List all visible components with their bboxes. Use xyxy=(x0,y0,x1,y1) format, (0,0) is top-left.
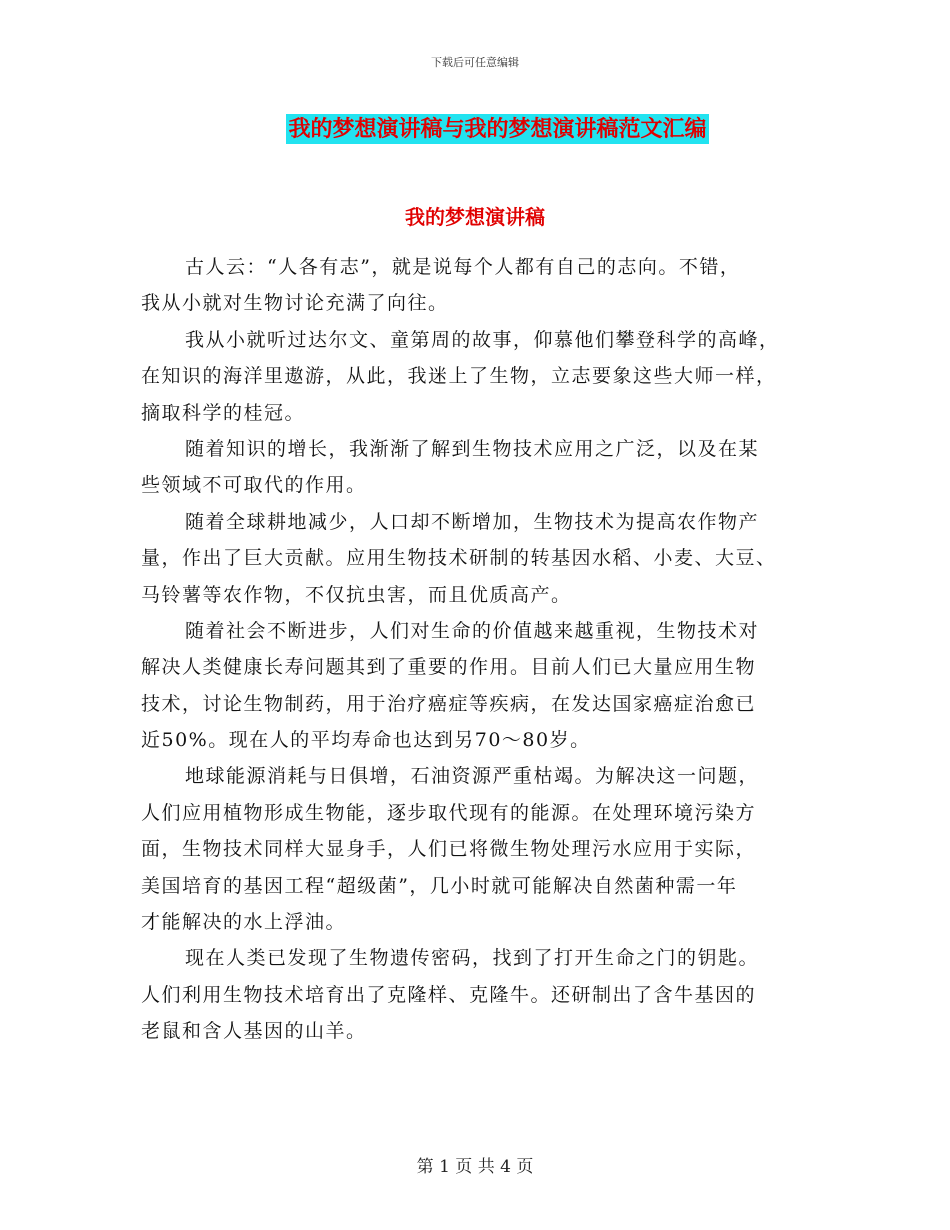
paragraph-line: 技术，讨论生物制药，用于治疗癌症等疾病，在发达国家癌症治愈已 xyxy=(141,692,757,715)
section-title: 我的梦想演讲稿 xyxy=(405,205,545,229)
paragraph-line: 解决人类健康长寿问题其到了重要的作用。目前人们已大量应用生物 xyxy=(141,656,757,679)
paragraph-line: 现在人类已发现了生物遗传密码，找到了打开生命之门的钥匙。 xyxy=(185,947,760,970)
paragraph-line: 美国培育的基因工程“超级菌”，几小时就可能解决自然菌种需一年 xyxy=(141,874,738,897)
paragraph-line: 人们利用生物技术培育出了克隆样、克隆牛。还研制出了含牛基因的 xyxy=(141,983,757,1006)
paragraph-line: 随着知识的增长，我渐渐了解到生物技术应用之广泛，以及在某 xyxy=(185,437,760,460)
paragraph-line: 古人云：“人各有志”，就是说每个人都有自己的志向。不错， xyxy=(185,256,741,278)
paragraph-line: 我从小就对生物讨论充满了向往。 xyxy=(141,292,449,315)
paragraph-line: 摘取科学的桂冠。 xyxy=(141,401,306,424)
paragraph xyxy=(141,249,809,322)
document-title: 我的梦想演讲稿与我的梦想演讲稿范文汇编 xyxy=(288,116,707,142)
paragraph-line: 量，作出了巨大贡献。应用生物技术研制的转基因水稻、小麦、大豆、 xyxy=(141,547,777,570)
document-body xyxy=(141,249,809,1050)
paragraph-line: 近50%。现在人的平均寿命也达到另70～80岁。 xyxy=(141,729,591,752)
paragraph-line: 地球能源消耗与日俱增，石油资源严重枯竭。为解决这一问题， xyxy=(185,765,760,788)
paragraph-line: 面，生物技术同样大显身手，人们已将微生物处理污水应用于实际， xyxy=(141,838,757,861)
page-header: 下载后可任意编辑 xyxy=(431,56,519,69)
paragraph-line: 马铃薯等农作物，不仅抗虫害，而且优质高产。 xyxy=(141,583,572,606)
document-title-container xyxy=(0,114,950,144)
paragraph xyxy=(141,613,809,759)
paragraph-line: 老鼠和含人基因的山羊。 xyxy=(141,1020,367,1043)
paragraph xyxy=(141,322,809,431)
paragraph-line: 才能解决的水上浮油。 xyxy=(141,911,347,934)
paragraph xyxy=(141,504,809,613)
paragraph-line: 人们应用植物形成生物能，逐步取代现有的能源。在处理环境污染方 xyxy=(141,801,757,824)
paragraph-line: 随着社会不断进步，人们对生命的价值越来越重视，生物技术对 xyxy=(185,619,760,642)
paragraph-line: 我从小就听过达尔文、童第周的故事，仰慕他们攀登科学的高峰， xyxy=(185,328,780,351)
paragraph xyxy=(141,758,809,940)
paragraph xyxy=(141,431,809,504)
paragraph-line: 随着全球耕地减少，人口却不断增加，生物技术为提高农作物产 xyxy=(185,510,760,533)
paragraph xyxy=(141,940,809,1049)
paragraph-line: 些领域不可取代的作用。 xyxy=(141,474,367,497)
paragraph-line: 在知识的海洋里遨游，从此，我迷上了生物，立志要象这些大师一样， xyxy=(141,365,777,388)
page-footer: 第 1 页 共 4 页 xyxy=(416,1157,534,1177)
